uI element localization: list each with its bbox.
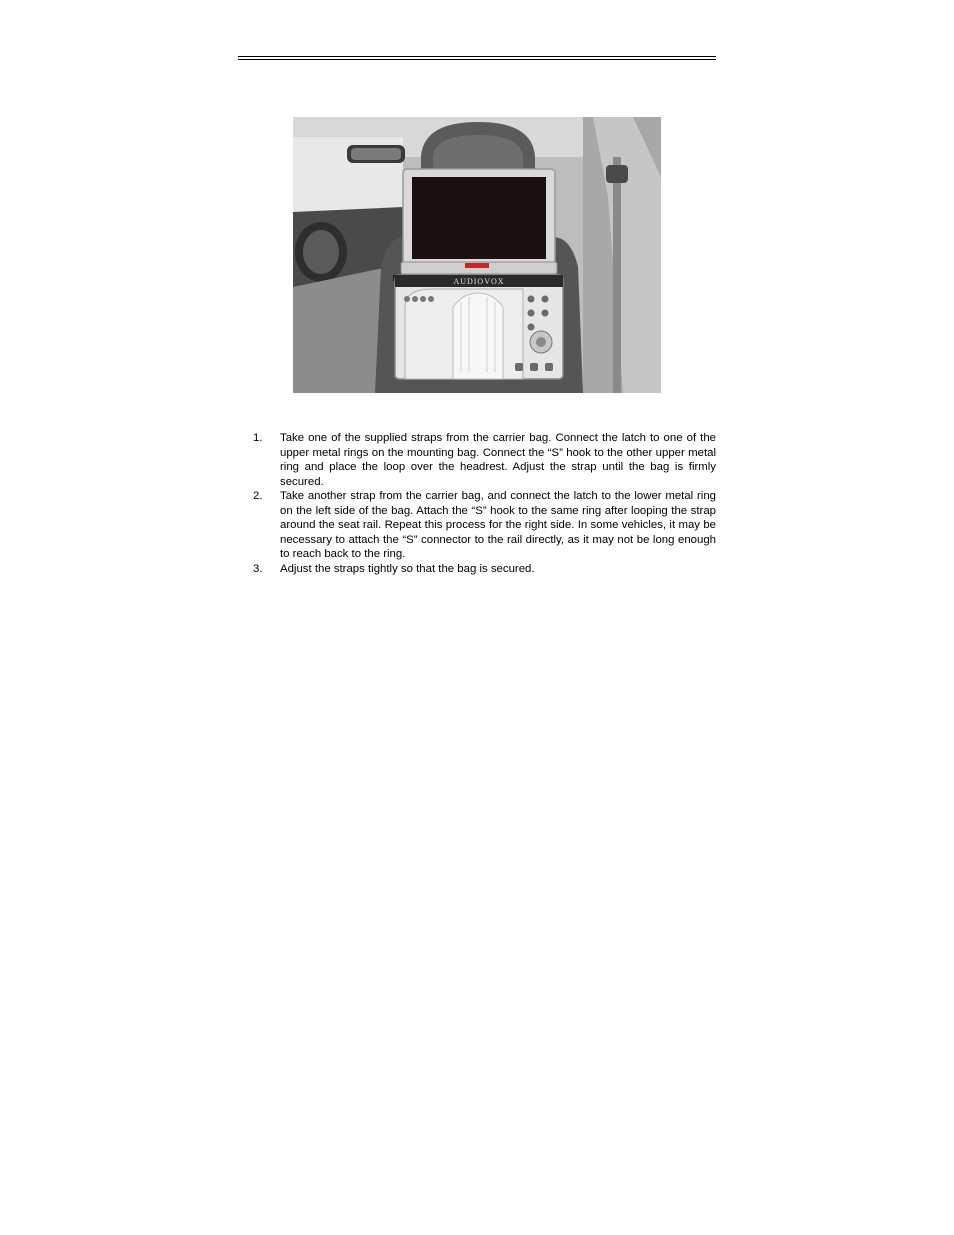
step-text: Take one of the supplied straps from the carrier bag. Connect the latch to one of the upper metal rings on the mounting bag. Connect the “S” hook to the other upper metal ring and place the loop over the headrest. Adjust the strap until the bag is firmly secured. <box>280 432 716 488</box>
step-number: 3. <box>253 562 263 575</box>
step-item <box>253 431 716 489</box>
instruction-steps <box>253 431 716 576</box>
header-rule-top <box>238 56 716 57</box>
step-item <box>253 489 716 562</box>
brand-label: AUDIOVOX <box>453 277 505 286</box>
header-rule-bottom <box>238 59 716 60</box>
step-number: 1. <box>253 432 263 444</box>
step-item <box>253 562 716 577</box>
step-number: 2. <box>253 490 263 502</box>
step-text: Take another strap from the carrier bag, and connect the latch to the lower metal ring on the left side of the bag. Attach the “S” hook to the same ring after looping the strap around the seat rail. Repeat this process for the right side. In some vehicles, it may be necessary to attach the “S” connector to the rail directly, as it may not be long enough to reach back to the ring. <box>280 490 716 560</box>
step-text: Adjust the straps tightly so that the bag is secured. <box>280 562 535 575</box>
dvd-player-mounted-photo <box>293 117 661 393</box>
